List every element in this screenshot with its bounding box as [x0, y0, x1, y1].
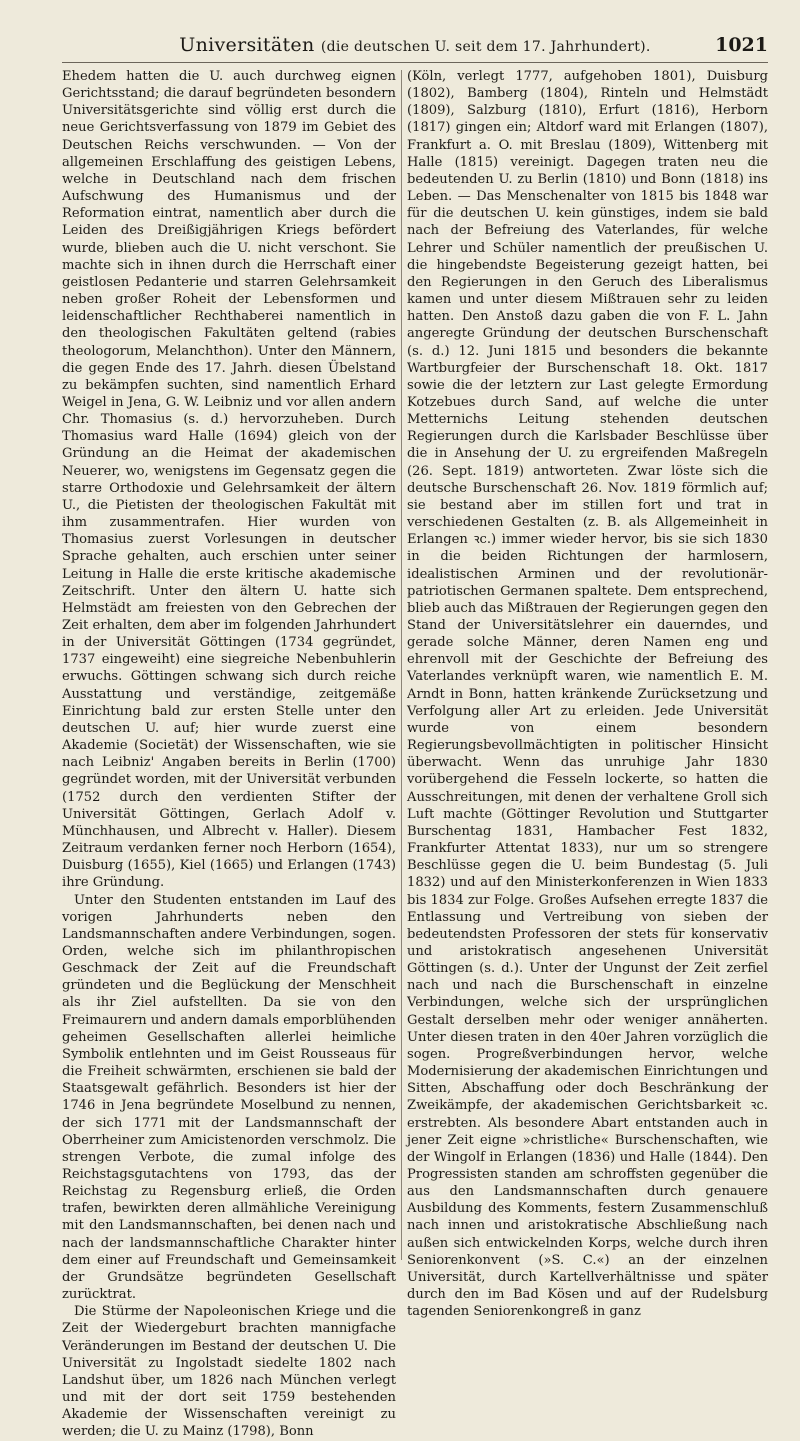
paragraph: (Köln, verlegt 1777, aufgehoben 1801), Duisburg (1802), Bamberg (1804), Rinteln und Helmstädt (1809), Salzburg (1810), Erfurt (1816), Herborn (1817) gingen ein; Altdorf ward mit Erlangen (1807), Frankfurt a. O. mit Breslau (1809), Wittenberg mit Halle (1815) vereinigt. Dagegen traten neu die bedeutenden U. zu Berlin (1810) und Bonn (1818) ins Leben. — Das Menschenalter von 1815 bis 1848 war für die deutschen U. kein günstiges, indem sie bald nach der Befreiung des Vaterlandes, für welche Lehrer und Schüler namentlich der preußischen U. die hingebendste Begeisterung gezeigt hatten, bei den Regierungen in den Geruch des Liberalismus kamen und unter diesem Mißtrauen sehr zu leiden hatten. Den Anstoß dazu gaben die von F. L. Jahn angeregte Gründung der deutschen Burschenschaft (s. d.) 12. Juni 1815 und besonders die bekannte Wartburgfeier der Burschenschaft 18. Okt. 1817 sowie die der letztern zur Last gelegte Ermordung Kotzebues durch Sand, auf welche die unter Metternichs Leitung stehenden deutschen Regierungen durch die Karlsbader Beschlüsse über die in Ansehung der U. zu ergreifenden Maßregeln (26. Sept. 1819) antworteten. Zwar löste sich die deutsche Burschenschaft 26. Nov. 1819 förmlich auf; sie bestand aber im stillen fort und trat in verschiedenen Gestalten (z. B. als Allgemeinheit in Erlangen ꝛc.) immer wieder hervor, bis sie sich 1830 in die beiden Richtungen der harmlosern, idealistischen Arminen und der revolutionär-patriotischen Germanen spaltete. Dem entsprechend, blieb auch das Mißtrauen der Regierungen gegen den Stand der Universitätslehrer ein dauerndes, und gerade solche Männer, deren Namen eng und ehrenvoll mit der Geschichte der Befreiung des Vaterlandes verknüpft waren, wie namentlich E. M. Arndt in Bonn, hatten kränkende Zurücksetzung und Verfolgung aller Art zu erleiden. Jede Universität wurde von einem besondern Regierungsbevollmächtigten in politischer Hinsicht überwacht. Wenn das unruhige Jahr 1830 vorübergehend die Fesseln lockerte, so hatten die Ausschreitungen, mit denen der verhaltene Groll sich Luft machte (Göttinger Revolution und Stuttgarter Burschentag 1831, Hambacher Fest 1832, Frankfurter Attentat 1833), nur um so strengere Beschlüsse gegen die U. beim Bundestag (5. Juli 1832) und auf den Ministerkonferenzen in Wien 1833 bis 1834 zur Folge. Großes Aufsehen erregte 1837 die Entlassung und Vertreibung von sieben der bedeutendsten Professoren der stets für konservativ und aristokratisch angesehenen Universität Göttingen (s. d.). Unter der Ungunst der Zeit zerfiel nach und nach die Burschenschaft in einzelne Verbindungen, welche sich der ursprünglichen Gestalt derselben mehr oder weniger annäherten. Unter diesen traten in den 40er Jahren vorzüglich die sogen. Progreßverbindungen hervor, welche Modernisierung der akademischen Einrichtungen und Sitten, Abschaffung oder doch Beschränkung der Zweikämpfe, der akademischen Gerichtsbarkeit ꝛc. erstrebten. Als besondere Abart entstanden auch in jener Zeit eigne »christliche« Burschenschaften, wie der Wingolf in Erlangen (1836) und Halle (1844). Den Progressisten standen am schroffsten gegenüber die aus den Landsmannschaften durch genauere Ausbildung des Komments, festern Zusammenschluß nach innen und aristokratische Abschließung nach außen sich entwickelnden Korps, welche durch ihren Seniorenkonvent (»S. C.«) an der einzelnen Universität, durch Kartellverhältnisse und später durch den im Bad Kösen und auf der Rudelsburg tagenden Seniorenkongreß in ganz	[407, 69, 768, 1320]
right-column	[407, 68, 768, 1320]
paragraph: Die Stürme der Napoleonischen Kriege und die Zeit der Wiedergeburt brachten mannigfache Veränderungen im Bestand der deutschen U. Die Universität zu Ingolstadt siedelte 1802 nach Landshut über, um 1826 nach München verlegt und mit der dort seit 1759 bestehenden Akademie der Wissenschaften vereinigt zu werden; die U. zu Mainz (1798), Bonn	[62, 1304, 396, 1440]
left-column	[62, 68, 396, 1440]
header-subtitle: (die deutschen U. seit dem 17. Jahrhundert).	[320, 39, 651, 55]
column-divider	[401, 70, 402, 1260]
header-title: Universitäten	[179, 34, 315, 56]
running-title	[62, 34, 768, 56]
paragraph: Ehedem hatten die U. auch durchweg eignen Gerichtsstand; die darauf begründeten besondern Universitätsgerichte sind völlig erst durch die neue Gerichtsverfassung von 1879 im Gebiet des Deutschen Reichs verschwunden. — Von der allgemeinen Erschlaffung des geistigen Lebens, welche in Deutschland nach dem frischen Aufschwung des Humanismus und der Reformation eintrat, namentlich aber durch die Leiden des Dreißigjährigen Kriegs befördert wurde, blieben auch die U. nicht verschont. Sie machte sich in ihnen durch die Herrschaft einer geistlosen Pedanterie und starren Gelehrsamkeit neben großer Roheit der Lebensformen und leidenschaftlicher Rechthaberei namentlich in den theologischen Fakultäten geltend (rabies theologorum, Melanchthon). Unter den Männern, die gegen Ende des 17. Jahrh. diesen Übelstand zu bekämpfen suchten, sind namentlich Erhard Weigel in Jena, G. W. Leibniz und vor allen andern Chr. Thomasius (s. d.) hervorzuheben. Durch Thomasius ward Halle (1694) gleich von der Gründung an die Heimat der akademischen Neuerer, wo, wenigstens im Gegensatz gegen die starre Orthodoxie und Gelehrsamkeit der ältern U., die Pietisten der theologischen Fakultät mit ihm zusammentrafen. Hier wurden von Thomasius zuerst Vorlesungen in deutscher Sprache gehalten, auch erschien unter seiner Leitung in Halle die erste kritische akademische Zeitschrift. Unter den ältern U. hatte sich Helmstädt am freiesten von den Gebrechen der Zeit erhalten, dem aber im folgenden Jahrhundert in der Universität Göttingen (1734 gegründet, 1737 eingeweiht) eine siegreiche Nebenbuhlerin erwuchs. Göttingen schwang sich durch reiche Ausstattung und verständige, zeitgemäße Einrichtung bald zur ersten Stelle unter den deutschen U. auf; hier wurde zuerst eine Akademie (Societät) der Wissenschaften, wie sie nach Leibniz' Angaben bereits in Berlin (1700) gegründet worden, mit der Universität verbunden (1752 durch den verdienten Stifter der Universität Göttingen, Gerlach Adolf v. Münchhausen, und Albrecht v. Haller). Diesem Zeitraum verdanken ferner noch Herborn (1654), Duisburg (1655), Kiel (1665) und Erlangen (1743) ihre Gründung.	[62, 69, 396, 891]
page-number: 1021	[715, 34, 768, 56]
paragraph: Unter den Studenten entstanden im Lauf des vorigen Jahrhunderts neben den Landsmannschaften andere Verbindungen, sogen. Orden, welche sich im philanthropischen Geschmack der Zeit auf die Freundschaft gründeten und die Beglückung der Menschheit als ihr Ziel aufstellten. Da sie von den Freimaurern und andern damals emporblühenden geheimen Gesellschaften allerlei heimliche Symbolik entlehnten und im Geist Rousseaus für die Freiheit schwärmten, erschienen sie bald der Staatsgewalt gefährlich. Besonders ist hier der 1746 in Jena begründete Moselbund zu nennen, der sich 1771 mit der Landsmannschaft der Oberrheiner zum Amicistenorden verschmolz. Die strengen Verbote, die zumal infolge des Reichstagsgutachtens von 1793, das der Reichstag zu Regensburg erließ, die Orden trafen, bewirkten deren allmähliche Vereinigung mit den Landsmannschaften, bei denen nach und nach der landsmannschaftliche Charakter hinter dem einer auf Freundschaft und Gemeinsamkeit der Grundsätze begründeten Gesellschaft zurücktrat.	[62, 892, 396, 1303]
page-header	[62, 34, 768, 63]
